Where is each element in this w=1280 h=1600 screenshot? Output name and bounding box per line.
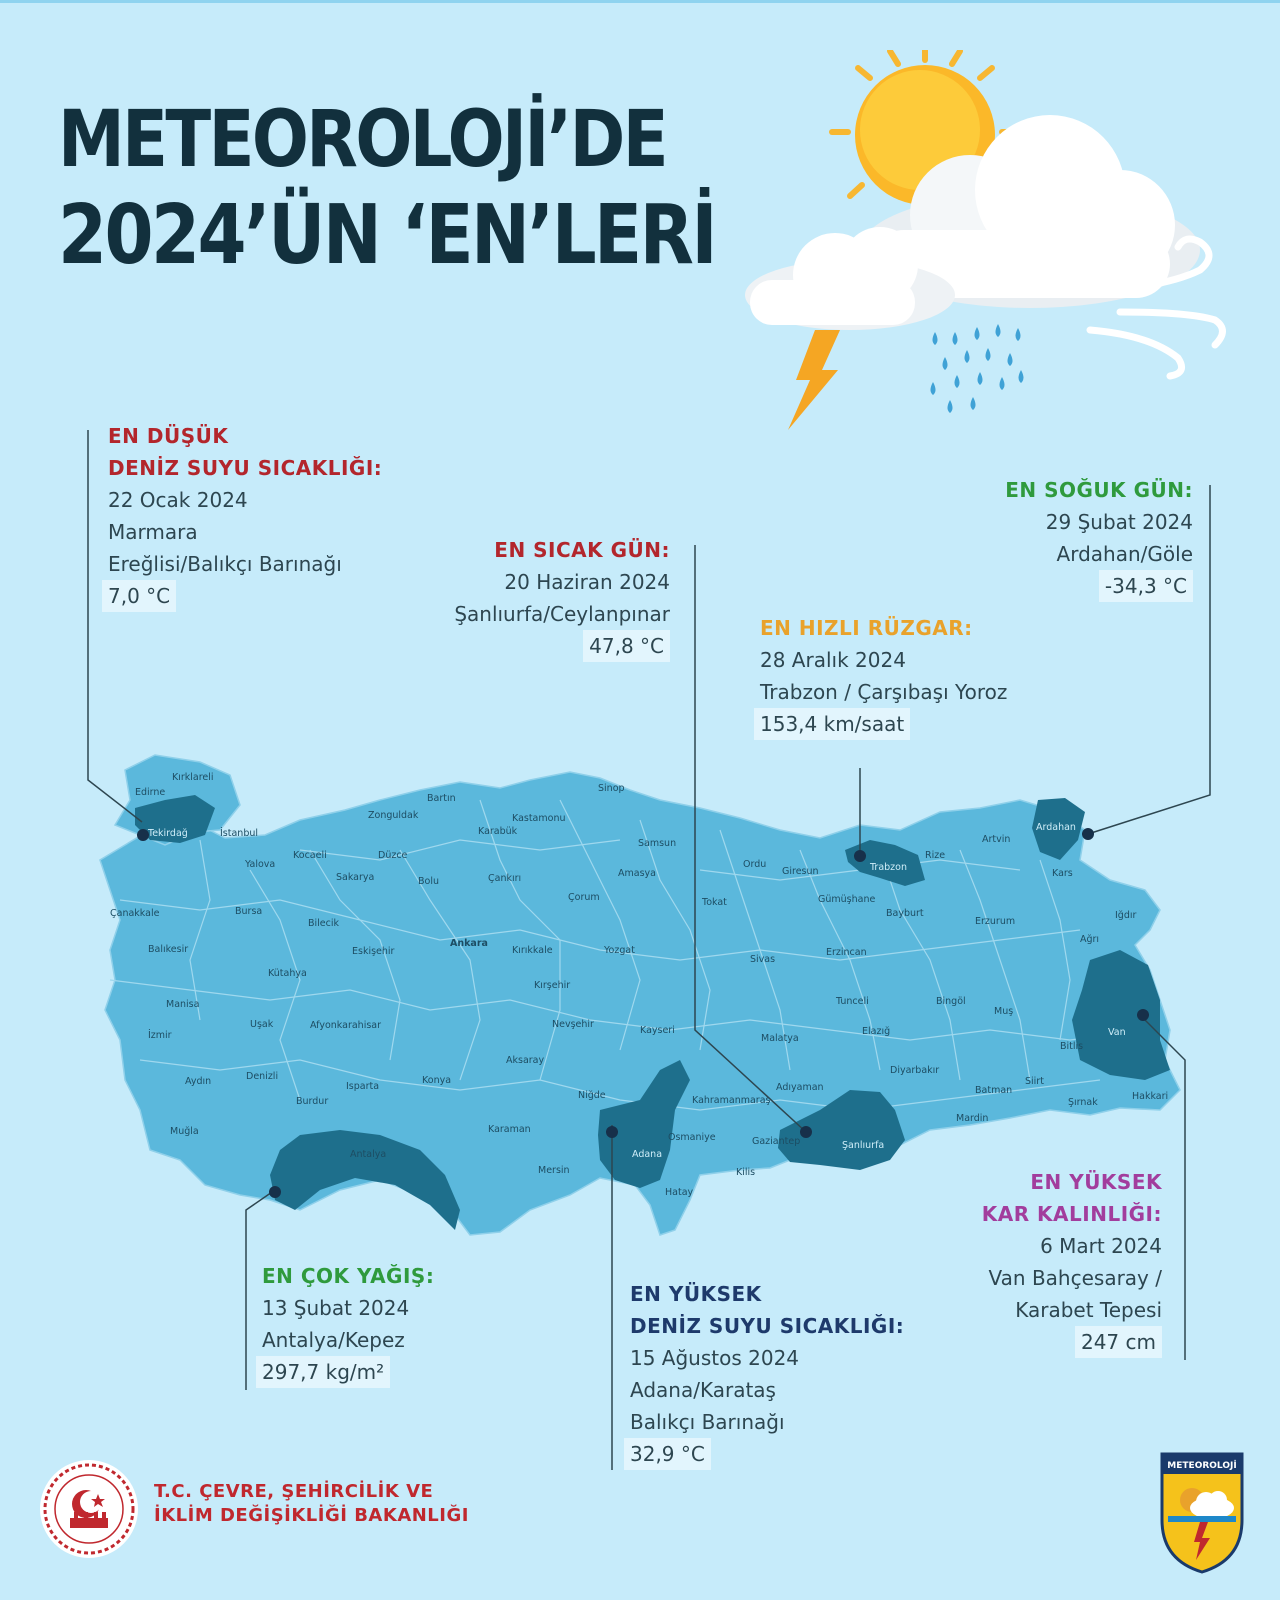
label-sakarya: Sakarya <box>336 872 375 883</box>
stat-value: -34,3 °C <box>1099 570 1193 602</box>
ministry-logo <box>38 1458 140 1560</box>
marker-sanliurfa <box>800 1126 812 1138</box>
label-ankara: Ankara <box>450 938 488 949</box>
stat-value: 247 cm <box>1075 1326 1162 1358</box>
label-karabuk: Karabük <box>478 826 518 837</box>
label-balikesir: Balıkesir <box>148 944 189 955</box>
ministry-line-1: T.C. ÇEVRE, ŞEHİRCİLİK VE <box>154 1481 434 1502</box>
stat-lowest-sea-temperature <box>108 420 382 612</box>
label-bilecik: Bilecik <box>308 918 340 929</box>
label-isparta: Isparta <box>346 1081 380 1092</box>
label-elazig: Elazığ <box>862 1026 891 1037</box>
label-karaman: Karaman <box>488 1124 531 1135</box>
label-gumushane: Gümüşhane <box>818 894 876 905</box>
label-kirsehir: Kırşehir <box>534 980 571 991</box>
label-sanliurfa: Şanlıurfa <box>842 1140 885 1151</box>
label-manisa: Manisa <box>166 999 200 1010</box>
label-istanbul: İstanbul <box>220 828 259 839</box>
label-corum: Çorum <box>568 892 600 903</box>
label-malatya: Malatya <box>761 1033 799 1044</box>
stat-value: 153,4 km/saat <box>754 708 910 740</box>
stat-place: Antalya/Kepez <box>262 1328 405 1352</box>
label-mus: Muş <box>994 1006 1014 1017</box>
label-agri: Ağrı <box>1080 934 1100 945</box>
stat-place: Marmara <box>108 520 198 544</box>
label-nevsehir: Nevşehir <box>552 1019 594 1030</box>
stat-most-rainfall <box>262 1260 434 1388</box>
title-line-1: METEOROLOJİ’DE <box>58 95 667 185</box>
stat-heading: DENİZ SUYU SICAKLIĞI: <box>630 1314 905 1338</box>
stat-date: 15 Ağustos 2024 <box>630 1346 800 1370</box>
label-ardahan: Ardahan <box>1036 822 1076 833</box>
stat-highest-snow-depth <box>920 1166 1162 1358</box>
label-kahramanmaras: Kahramanmaraş <box>692 1095 771 1106</box>
label-bartin: Bartın <box>427 793 456 804</box>
stat-heading: EN ÇOK YAĞIŞ: <box>262 1264 435 1288</box>
label-mersin: Mersin <box>538 1165 570 1176</box>
label-kilis: Kilis <box>736 1167 756 1178</box>
label-edirne: Edirne <box>135 787 166 798</box>
stat-place: Ereğlisi/Balıkçı Barınağı <box>108 552 342 576</box>
label-tekirdag: Tekirdağ <box>148 828 188 839</box>
label-nigde: Niğde <box>578 1090 606 1101</box>
label-sivas: Sivas <box>750 954 776 965</box>
label-kocaeli: Kocaeli <box>293 850 327 861</box>
ministry-name <box>154 1480 469 1528</box>
marker-ardahan <box>1082 828 1094 840</box>
stat-place: Ardahan/Göle <box>1056 542 1193 566</box>
label-giresun: Giresun <box>782 866 819 877</box>
stat-place: Adana/Karataş <box>630 1378 776 1402</box>
stat-heading: EN SICAK GÜN: <box>494 538 670 562</box>
stat-place: Balıkçı Barınağı <box>630 1410 785 1434</box>
label-kutahya: Kütahya <box>268 968 307 979</box>
label-aydin: Aydın <box>185 1076 212 1087</box>
marker-antalya <box>269 1186 281 1198</box>
label-trabzon: Trabzon <box>870 862 907 873</box>
stat-date: 28 Aralık 2024 <box>760 648 906 672</box>
label-samsun: Samsun <box>638 838 677 849</box>
label-tunceli: Tunceli <box>836 996 869 1007</box>
stat-fastest-wind <box>760 612 1007 740</box>
stat-value: 32,9 °C <box>624 1438 711 1470</box>
label-cankiri: Çankırı <box>488 873 522 884</box>
stat-place: Van Bahçesaray / <box>988 1266 1162 1290</box>
stat-heading: EN YÜKSEK <box>630 1282 762 1306</box>
label-amasya: Amasya <box>618 868 656 879</box>
label-duzce: Düzce <box>378 850 408 861</box>
stat-hottest-day <box>400 534 670 662</box>
label-mardin: Mardin <box>956 1113 989 1124</box>
label-kayseri: Kayseri <box>640 1025 675 1036</box>
label-canakkale: Çanakkale <box>110 908 160 919</box>
label-erzurum: Erzurum <box>975 916 1016 927</box>
label-artvin: Artvin <box>982 834 1011 845</box>
label-usak: Uşak <box>250 1019 274 1030</box>
label-hatay: Hatay <box>665 1187 694 1198</box>
label-van: Van <box>1108 1027 1126 1038</box>
stat-heading: EN DÜŞÜK <box>108 424 229 448</box>
label-kastamonu: Kastamonu <box>512 813 566 824</box>
label-bayburt: Bayburt <box>886 908 924 919</box>
meteoroloji-logo <box>1158 1450 1246 1576</box>
label-afyonkarahisar: Afyonkarahisar <box>310 1020 382 1031</box>
label-aksaray: Aksaray <box>506 1055 545 1066</box>
stat-place: Karabet Tepesi <box>1015 1298 1162 1322</box>
label-sirnak: Şırnak <box>1068 1097 1098 1108</box>
stat-date: 13 Şubat 2024 <box>262 1296 410 1320</box>
stat-heading: EN SOĞUK GÜN: <box>1005 478 1193 502</box>
label-izmir: İzmir <box>148 1030 172 1041</box>
label-hakkari: Hakkari <box>1132 1091 1169 1102</box>
label-adiyaman: Adıyaman <box>776 1082 824 1093</box>
ministry-line-2: İKLİM DEĞİŞİKLİĞİ BAKANLIĞI <box>154 1505 469 1526</box>
stat-date: 20 Haziran 2024 <box>504 570 670 594</box>
stat-value: 47,8 °C <box>583 630 670 662</box>
label-osmaniye: Osmaniye <box>668 1132 716 1143</box>
label-eskisehir: Eskişehir <box>352 946 395 957</box>
label-yalova: Yalova <box>245 859 276 870</box>
label-denizli: Denizli <box>246 1071 279 1082</box>
label-gaziantep: Gaziantep <box>752 1136 801 1147</box>
label-mugla: Muğla <box>170 1126 199 1137</box>
stat-date: 6 Mart 2024 <box>1040 1234 1162 1258</box>
label-konya: Konya <box>422 1075 452 1086</box>
stat-place: Trabzon / Çarşıbaşı Yoroz <box>760 680 1008 704</box>
label-bolu: Bolu <box>418 876 439 887</box>
stat-heading: EN HIZLI RÜZGAR: <box>760 616 973 640</box>
label-kars: Kars <box>1052 868 1073 879</box>
label-burdur: Burdur <box>296 1096 329 1107</box>
stat-highest-sea-temperature <box>630 1278 904 1470</box>
label-rize: Rize <box>925 850 946 861</box>
label-antalya: Antalya <box>350 1149 387 1160</box>
label-bitlis: Bitlis <box>1060 1041 1084 1052</box>
label-sinop: Sinop <box>598 783 625 794</box>
marker-adana <box>606 1126 618 1138</box>
label-ordu: Ordu <box>743 859 767 870</box>
stat-heading: EN YÜKSEK <box>1030 1170 1162 1194</box>
label-tokat: Tokat <box>702 897 727 908</box>
label-bingol: Bingöl <box>936 996 966 1007</box>
meteoroloji-logo-text: METEOROLOJİ <box>1167 1461 1237 1471</box>
stat-place: Şanlıurfa/Ceylanpınar <box>454 602 670 626</box>
label-kirikkale: Kırıkkale <box>512 945 553 956</box>
label-kirklareli: Kırklareli <box>172 772 214 783</box>
title-line-2: 2024’ÜN ‘EN’LERİ <box>58 188 716 283</box>
stat-value: 7,0 °C <box>102 580 176 612</box>
stat-coldest-day <box>960 474 1193 602</box>
label-siirt: Siirt <box>1025 1076 1044 1087</box>
stat-heading: KAR KALINLIĞI: <box>981 1202 1162 1226</box>
label-zonguldak: Zonguldak <box>368 810 419 821</box>
marker-van <box>1137 1009 1149 1021</box>
label-yozgat: Yozgat <box>604 945 635 956</box>
label-batman: Batman <box>975 1085 1013 1096</box>
label-adana: Adana <box>632 1149 663 1160</box>
marker-trabzon <box>854 850 866 862</box>
label-diyarbakir: Diyarbakır <box>890 1065 940 1076</box>
stat-date: 22 Ocak 2024 <box>108 488 248 512</box>
stat-value: 297,7 kg/m² <box>256 1356 390 1388</box>
label-igdir: Iğdır <box>1115 910 1137 921</box>
label-bursa: Bursa <box>235 906 263 917</box>
label-erzincan: Erzincan <box>826 947 867 958</box>
stat-date: 29 Şubat 2024 <box>1045 510 1193 534</box>
stat-heading: DENİZ SUYU SICAKLIĞI: <box>108 456 383 480</box>
